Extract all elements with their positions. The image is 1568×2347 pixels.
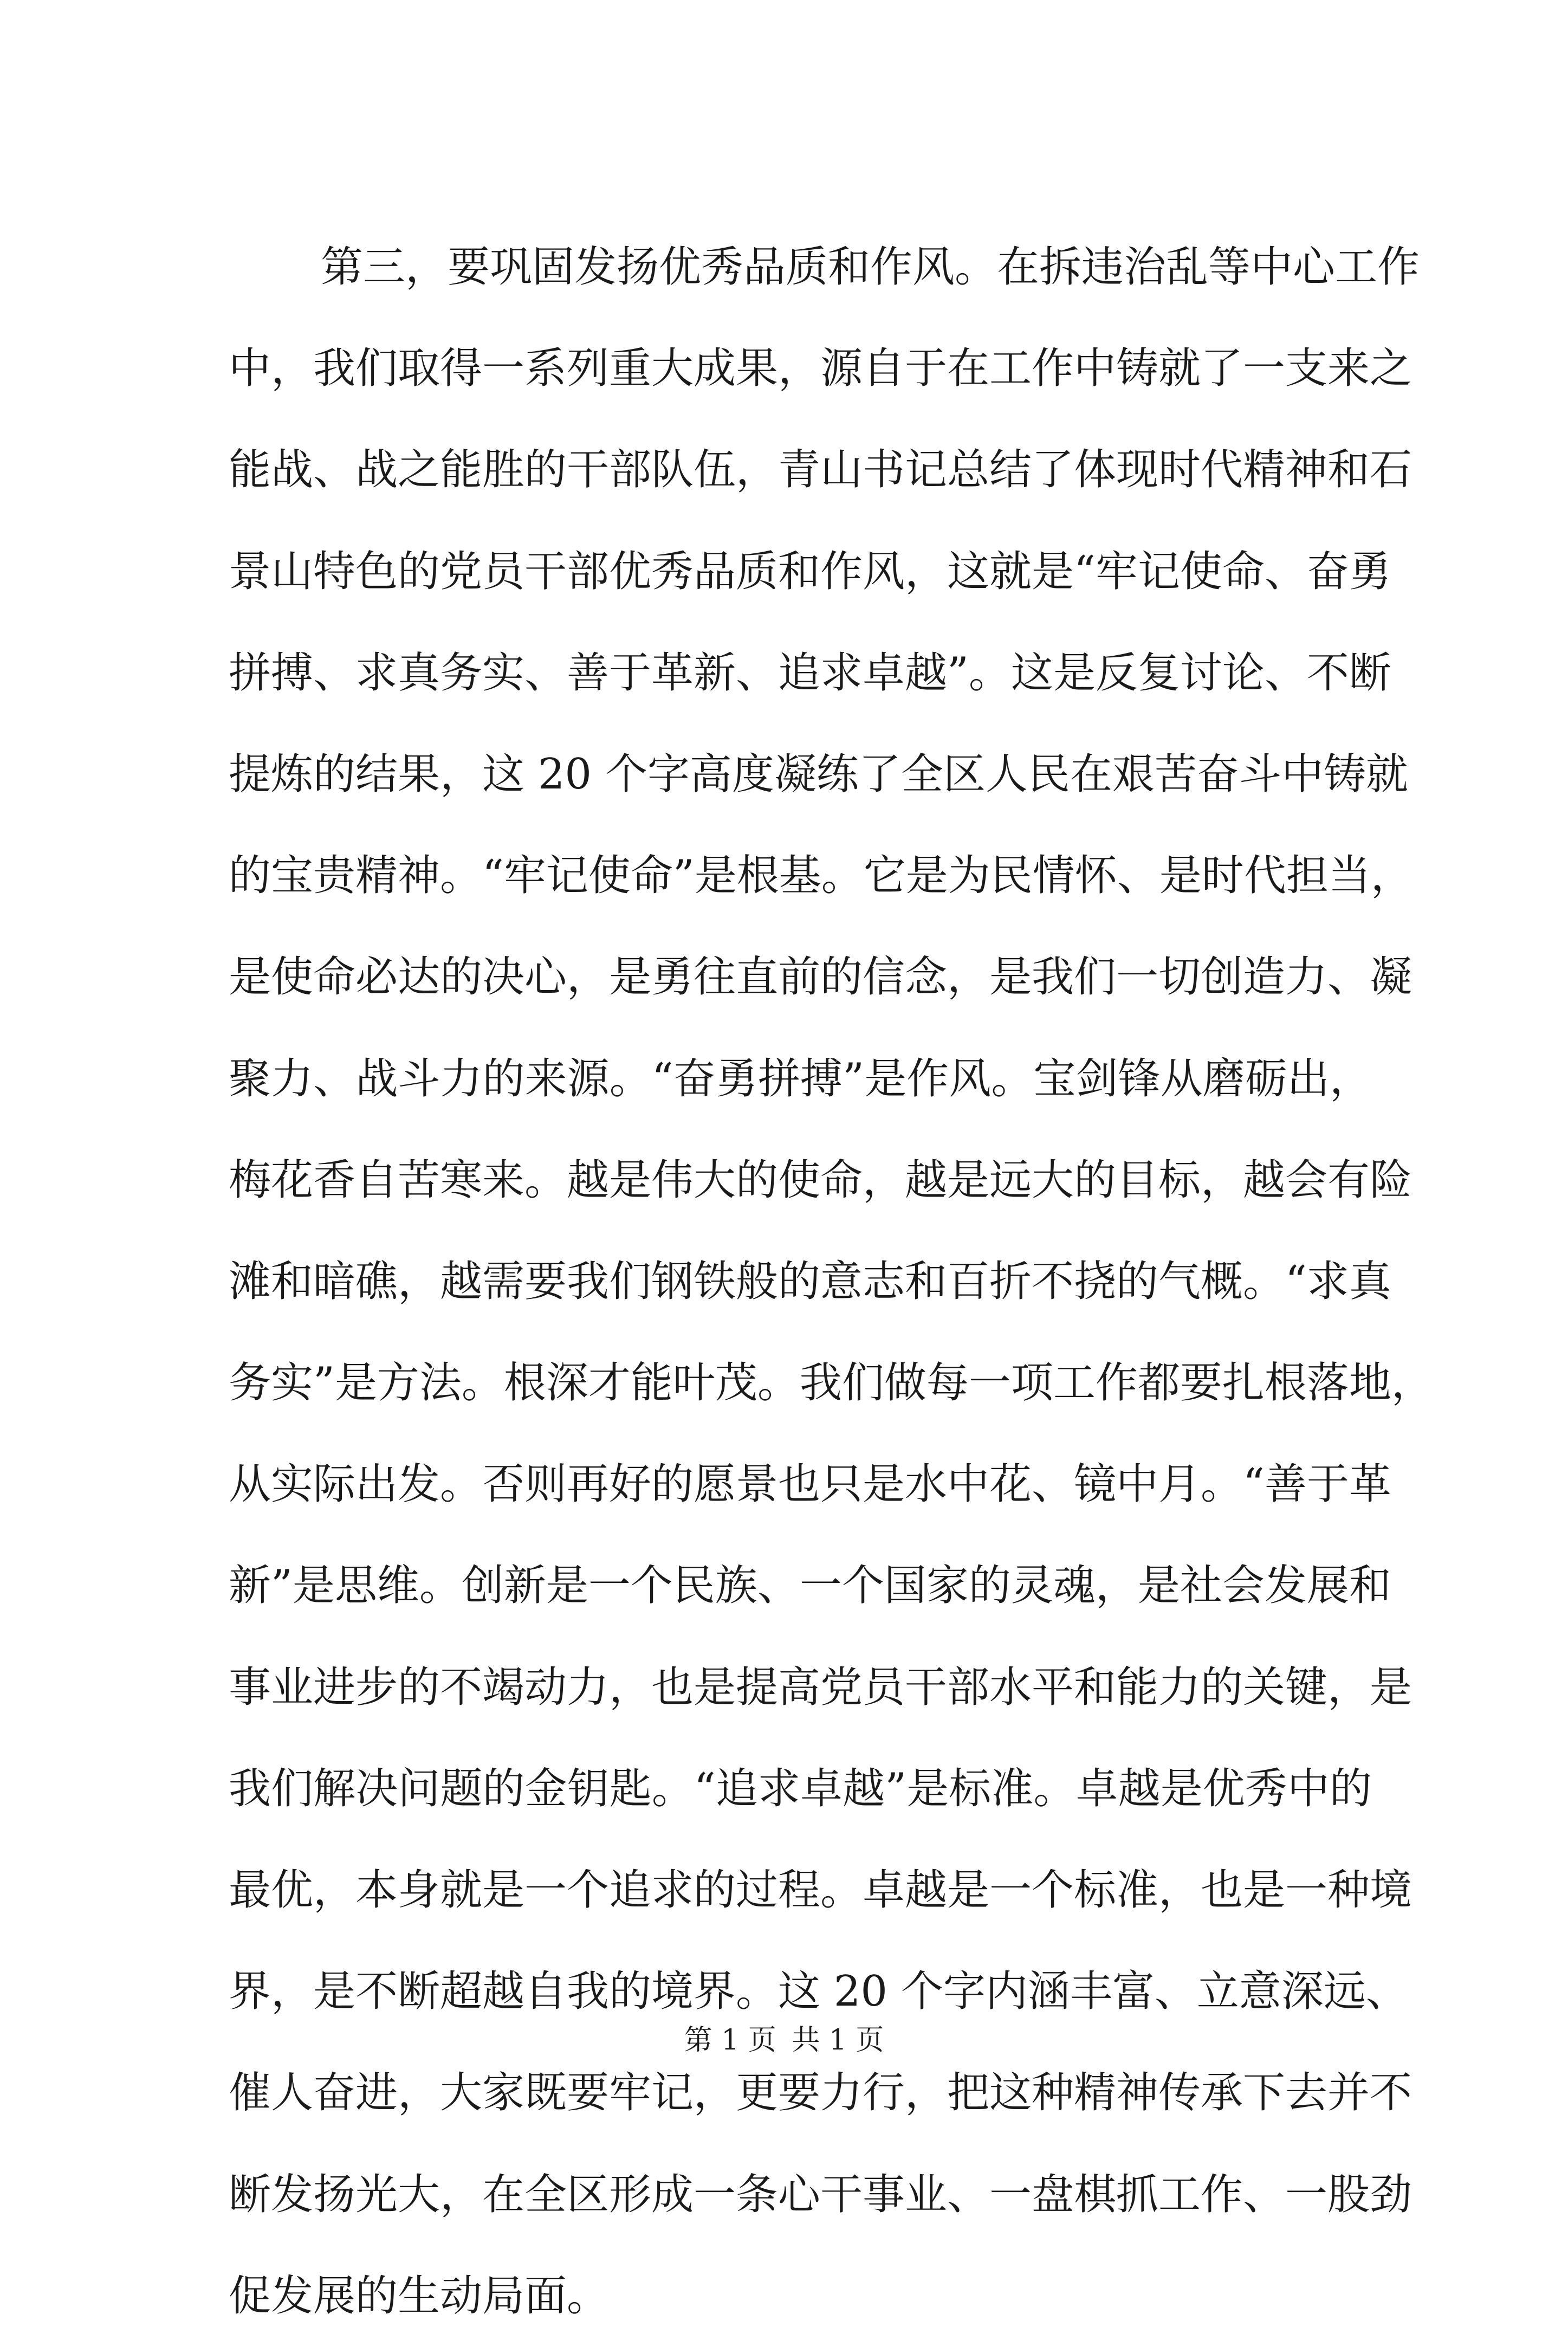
paragraph-line: 新”是思维。创新是一个民族、一个国家的灵魂，是社会发展和: [229, 1561, 1391, 1611]
paragraph-line: 是使命必达的决心，是勇往直前的信念，是我们一切创造力、凝: [229, 953, 1413, 1002]
paragraph-line: 中，我们取得一系列重大成果，源自于在工作中铸就了一支来之: [229, 344, 1413, 393]
page-number: 第 1 页: [684, 2024, 776, 2057]
paragraph-line: 拼搏、求真务实、善于革新、追求卓越”。这是反复讨论、不断: [229, 648, 1391, 697]
paragraph-line: 聚力、战斗力的来源。“奋勇拼搏”是作风。宝剑锋从磨砺出，: [229, 1054, 1372, 1103]
page-total: 共 1 页: [792, 2024, 884, 2057]
paragraph-line: 催人奋进，大家既要牢记，更要力行，把这种精神传承下去并不: [229, 2068, 1413, 2118]
paragraph-line: 界，是不断超越自我的境界。这 20 个字内涵丰富、立意深远、: [229, 1967, 1408, 2016]
paragraph-line: 务实”是方法。根深才能叶茂。我们做每一项工作都要扎根落地，: [229, 1359, 1434, 1408]
paragraph-line: 我们解决问题的金钥匙。“追求卓越”是标准。卓越是优秀中的: [229, 1764, 1372, 1813]
paragraph-line: 梅花香自苦寒来。越是伟大的使命，越是远大的目标，越会有险: [229, 1155, 1413, 1205]
paragraph-line: 促发展的生动局面。: [229, 2271, 610, 2320]
paragraph-line: 提炼的结果，这 20 个字高度凝练了全区人民在艰苦奋斗中铸就: [229, 749, 1408, 799]
paragraph-line: 第三，要巩固发扬优秀品质和作风。在拆违治乱等中心工作: [321, 243, 1420, 292]
page-footer: [0, 2019, 1568, 2062]
paragraph-line: 事业进步的不竭动力，也是提高党员干部水平和能力的关键，是: [229, 1663, 1413, 1712]
paragraph-line: 滩和暗礁，越需要我们钢铁般的意志和百折不挠的气概。“求真: [229, 1257, 1391, 1306]
paragraph-line: 景山特色的党员干部优秀品质和作风，这就是“牢记使命、奋勇: [229, 547, 1391, 596]
paragraph-line: 的宝贵精神。“牢记使命”是根基。它是为民情怀、是时代担当，: [229, 851, 1413, 901]
paragraph-line: 断发扬光大，在全区形成一条心干事业、一盘棋抓工作、一股劲: [229, 2170, 1413, 2219]
paragraph-line: 从实际出发。否则再好的愿景也只是水中花、镜中月。“善于革: [229, 1460, 1391, 1509]
paragraph-line: 能战、战之能胜的干部队伍，青山书记总结了体现时代精神和石: [229, 445, 1413, 495]
paragraph-line: 最优，本身就是一个追求的过程。卓越是一个标准，也是一种境: [229, 1866, 1413, 1915]
